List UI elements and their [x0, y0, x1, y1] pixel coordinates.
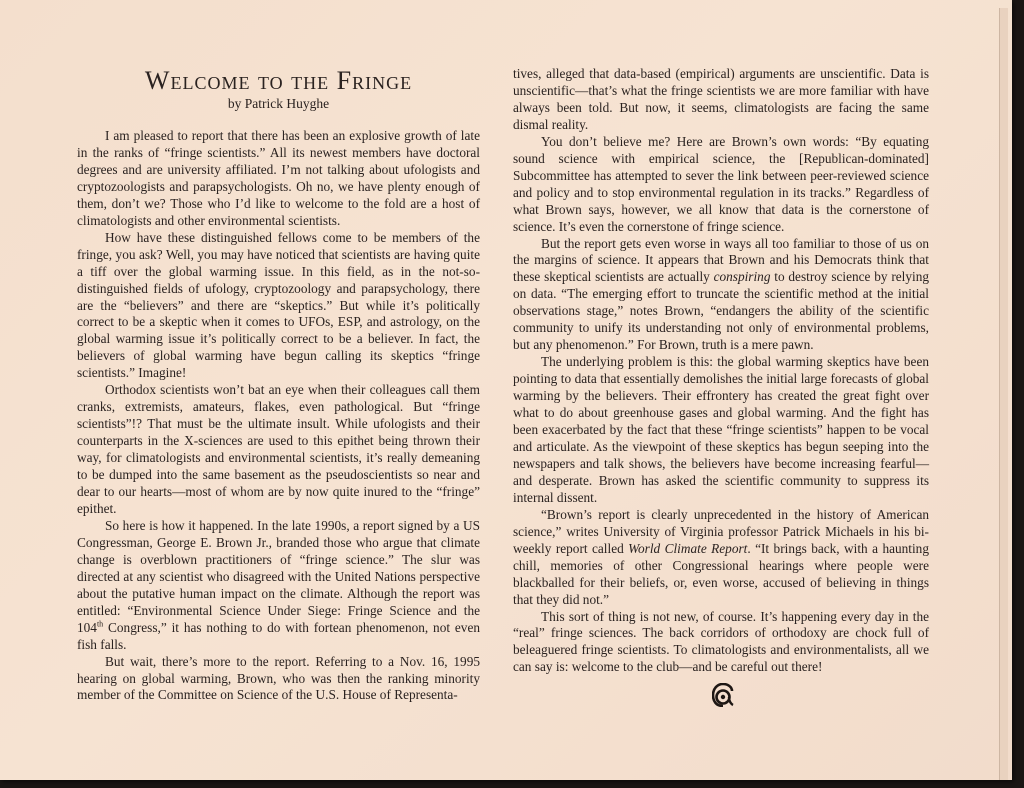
text: So here is how it happened. In the late 1990s, a report signed by a US Congressman, George E. Brown Jr., branded those who argue that climate change is overblown practitioners of “fringe science.” The slur was directed at any scientist who disagreed with the United Nations perspective about the putative human impact on the climate. Although the report was entitled: “Environmental Science Under Siege: Fringe Science and the 104 [77, 517, 480, 635]
text: “Brown’s report is clearly unprecedented in the history of American science,” writes University of Virginia professor Patrick Michaels in his bi-weekly report called [513, 506, 929, 556]
paragraph: How have these distinguished fellows come to be members of the fringe, you ask? Well, you may have noticed that scientists are having quite a tiff over the global warming issue. In this field, as in the not-so-distinguished fields of ufology, cryptozoology and parapsychology, there are the “believers” and there are “skeptics.” But while it’s politically correct to be a skeptic when it comes to UFOs, ESP, and astrology, on the global warming issue it’s politically correct to be a believer. In fact, the believers of global warming have begun calling its skeptics “fringe scientists.” Imagine! [77, 229, 480, 381]
article-byline: by Patrick Huyghe [227, 96, 330, 111]
article-title: Welcome to the Fringe [144, 66, 413, 95]
paragraph [513, 236, 929, 355]
right-column [513, 66, 929, 676]
left-column [77, 128, 480, 704]
publication-title: World Climate Report [628, 540, 748, 556]
text: But the report gets even worse in ways all too familiar to those of us on the margins of science. It appears that Brown and his Democrats think that these skeptical scientists are actually [513, 235, 929, 285]
text: . “It brings back, with a haunting chill, memories of other Congressional hearings where people were blackballed for their beliefs, or, even worse, accused of believing in things that they did not.” [513, 540, 929, 607]
paragraph [77, 518, 480, 654]
paragraph: You don’t believe me? Here are Brown’s own words: “By equating sound science with empirical science, the [Republican-dominated] Subcommittee has attempted to sever the link between peer-reviewed science and policy and to stop environmental regulation in its tracks.” Regardless of what Brown says, however, we all know that data is the cornerstone of science. It’s even the cornerstone of fringe science. [513, 133, 929, 234]
superscript: th [96, 619, 104, 629]
paragraph: But wait, there’s more to the report. Referring to a Nov. 16, 1995 hearing on global warming, Brown, who was then the ranking minority member of the Committee on Science of the U.S. House of Representa- [77, 653, 480, 703]
paragraph [513, 507, 929, 609]
text: Congress,” it has nothing to do with fortean phenomenon, not even fish falls. [77, 619, 480, 652]
page-edge [999, 8, 1008, 780]
paragraph-continued: tives, alleged that data-based (empirical) arguments are unscientific. Data is unscientific—that’s what the fringe scientists we are more familiar with have always been told. But now, it seems, climatologists are facing the same dismal reality. [513, 66, 929, 132]
paragraph: The underlying problem is this: the global warming skeptics have been pointing to data that essentially demolishes the initial large forecasts of global warming by the believers. Their effrontery has created the great fight over what to do about greenhouse gases and global warming. And the fight has been exacerbated by the fact that these “fringe scientists” happen to be vocal and articulate. As the viewpoint of these skeptics has begun seeping into the newspapers and talk shows, the believers have become increasing fearful—and desperate. Brown has asked the scientific community to suppress its internal dissent. [513, 354, 929, 505]
paragraph: This sort of thing is not new, of course. It’s happening every day in the “real” fringe sciences. The back corridors of orthodoxy are chock full of beleaguered fringe scientists. To climatologists and environmentalists, all we can say is: welcome to the club—and be careful out there! [513, 608, 929, 675]
paragraph: Orthodox scientists won’t bat an eye when their colleagues call them cranks, extremists, amateurs, flakes, even pathological. But “fringe scientists”!? That must be the ultimate insult. While ufologists and their counterparts in the X-sciences are used to this epithet being thrown their way, for climatologists and environmental scientists, it’s really demeaning to be dumped into the same basement as the pseudoscientists so near and dear to our hearts—most of whom are by now quite inured to the “fringe” epithet. [77, 382, 480, 516]
text: to destroy science by relying on data. “The emerging effort to truncate the scientific method at the initial observations stage,” notes Brown, “endangers the ability of the scientific community to unify its understanding not only of environmental problems, but any phenomenon.” For Brown, truth is a mere pawn. [513, 269, 929, 353]
emphasis: conspiring [713, 269, 771, 285]
paragraph: I am pleased to report that there has been an explosive growth of late in the ranks of “fringe scientists.” All its newest members have doctoral degrees and are university affiliated. I’m not talking about ufologists and cryptozoologists and parapsychologists. Oh no, we have plenty enough of them, don’t we? Those who I’d like to welcome to the fold are a host of climatologists and other environmental scientists. [77, 128, 480, 228]
article-header [77, 66, 480, 112]
spiral-icon [712, 683, 734, 707]
